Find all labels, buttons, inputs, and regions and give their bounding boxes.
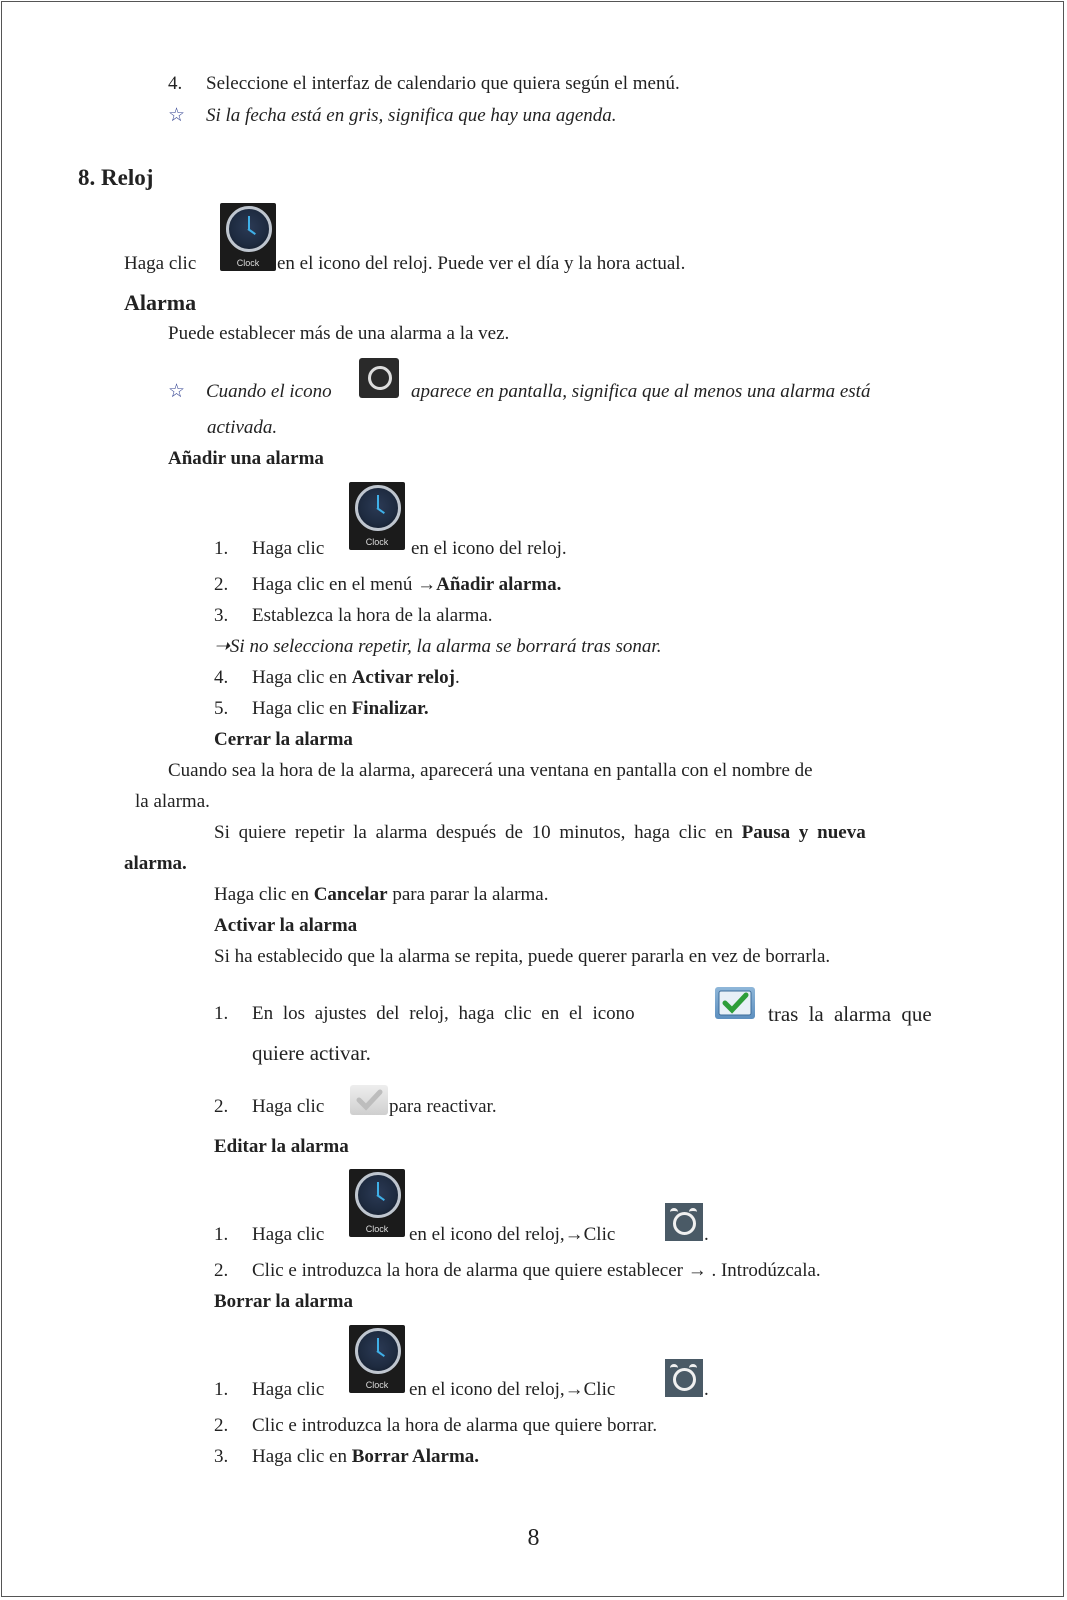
calendar-note: ☆ Si la fecha está en gris, significa que hay una agenda. <box>168 105 617 126</box>
star-icon: ☆ <box>168 105 186 126</box>
add-step-4: 4. Haga clic en Activar reloj. <box>214 667 460 688</box>
alarm-desc: Puede establecer más de una alarma a la vez. <box>168 323 510 344</box>
add-step-3: 3. Establezca la hora de la alarma. <box>214 605 493 626</box>
edit-step-1-after: en el icono del reloj,→Clic <box>409 1224 616 1245</box>
alarm-heading: Alarma <box>124 290 197 315</box>
intro-after: en el icono del reloj. Puede ver el día y la hora actual. <box>277 253 686 274</box>
add-heading: Añadir una alarma <box>168 448 324 469</box>
close-p3: Haga clic en Cancelar para parar la alarma. <box>214 884 549 905</box>
alarm-clock-icon <box>665 1203 703 1241</box>
delete-step-3: 3. Haga clic en Borrar Alarma. <box>214 1446 480 1467</box>
alarm-note-after: aparece en pantalla, significa que al menos una alarma está <box>411 381 871 402</box>
close-p2b: alarma. <box>124 853 187 874</box>
clock-app-icon: Clock <box>349 482 405 550</box>
delete-heading: Borrar la alarma <box>214 1291 353 1312</box>
star-icon: ☆ <box>168 381 186 402</box>
activate-step-1-after: tras la alarma que <box>768 1002 932 1026</box>
add-step-5: 5. Haga clic en Finalizar. <box>214 698 429 719</box>
edit-step-1: 1. Haga clic <box>214 1224 325 1245</box>
add-arrow-note: ➝Si no selecciona repetir, la alarma se borrará tras sonar. <box>214 636 662 657</box>
activate-desc: Si ha establecido que la alarma se repita, puede querer pararla en vez de borrarla. <box>214 946 831 967</box>
activate-step-2-after: para reactivar. <box>389 1096 497 1117</box>
delete-step-2: 2. Clic e introduzca la hora de alarma que quiere borrar. <box>214 1415 658 1436</box>
alarm-clock-icon <box>665 1359 703 1397</box>
delete-step-1: 1. Haga clic <box>214 1379 325 1400</box>
intro-before: Haga clic <box>124 253 197 274</box>
add-step-2: 2. Haga clic en el menú →Añadir alarma. <box>214 574 562 595</box>
edit-step-1-end: . <box>704 1224 709 1245</box>
alarm-note-cont: activada. <box>207 417 278 438</box>
clock-app-icon: Clock <box>220 203 276 271</box>
close-p1a: Cuando sea la hora de la alarma, aparecerá una ventana en pantalla con el nombre de <box>168 760 813 781</box>
alarm-note-before: ☆ Cuando el icono <box>168 381 332 402</box>
edit-step-2: 2. Clic e introduzca la hora de alarma que quiere establecer → . Introdúzcala. <box>214 1260 821 1281</box>
delete-step-1-after: en el icono del reloj,→Clic <box>409 1379 616 1400</box>
activate-step-1-cont: quiere activar. <box>252 1041 371 1065</box>
clock-app-icon: Clock <box>349 1325 405 1393</box>
edit-heading: Editar la alarma <box>214 1136 349 1157</box>
page-number: 8 <box>527 1525 540 1551</box>
activate-step-2: 2. Haga clic <box>214 1096 325 1117</box>
add-step-1: 1. Haga clic <box>214 538 325 559</box>
checkbox-unchecked-icon <box>350 1085 388 1115</box>
checkbox-checked-icon <box>715 987 755 1019</box>
close-p2a: Si quiere repetir la alarma después de 10 minutos, haga clic en Pausa y nueva <box>214 822 866 843</box>
clock-app-icon: Clock <box>349 1169 405 1237</box>
add-step-1-after: en el icono del reloj. <box>411 538 567 559</box>
alarm-active-icon <box>359 358 399 398</box>
activate-step-1: 1. En los ajustes del reloj, haga clic en el icono <box>214 1003 635 1024</box>
delete-step-1-end: . <box>704 1379 709 1400</box>
activate-heading: Activar la alarma <box>214 915 358 936</box>
calendar-step-4: 4. Seleccione el interfaz de calendario que quiera según el menú. <box>168 73 680 94</box>
section-title: 8. Reloj <box>78 165 154 190</box>
close-heading: Cerrar la alarma <box>214 729 353 750</box>
close-p1b: la alarma. <box>135 791 210 812</box>
